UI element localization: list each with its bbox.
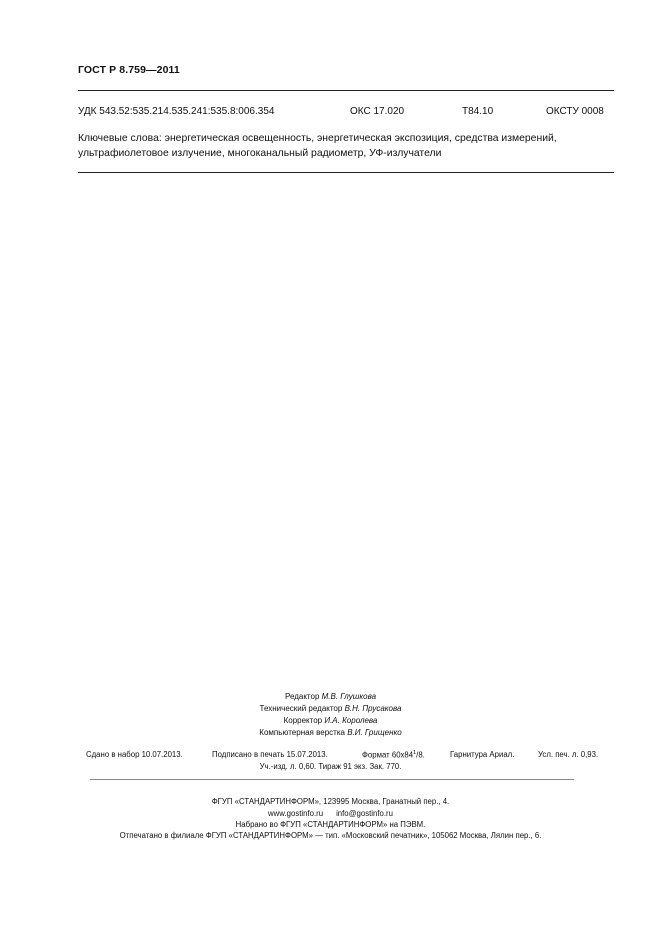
credit-tech-editor: [0, 703, 661, 714]
okstu-code: ОКСТУ 0008: [546, 106, 604, 117]
credit-person: М.В. Глушкова: [321, 692, 377, 701]
submitted-date: Сдано в набор 10.07.2013.: [86, 750, 183, 759]
publisher-email: info@gostinfo.ru: [336, 809, 393, 818]
group-code: Т84.10: [462, 106, 494, 117]
credit-role: Корректор: [283, 716, 323, 725]
printing-note: Отпечатано в филиале ФГУП «СТАНДАРТИНФОРМ» — тип. «Московский печатник», 105062 Москва, Лялин пер., 6.: [119, 831, 542, 840]
credit-role: Компьютерная верстка: [259, 728, 345, 737]
credit-person: В.Н. Прусакова: [344, 704, 402, 713]
header-rule: [78, 90, 614, 91]
paper-format: [362, 750, 425, 760]
credit-role: Технический редактор: [259, 704, 343, 713]
publisher-site: www.gostinfo.ru: [268, 809, 324, 818]
imprint-rule: [90, 779, 574, 780]
keywords-rule: [78, 172, 614, 173]
standard-number: ГОСТ Р 8.759—2011: [78, 64, 180, 76]
credit-layout: [0, 727, 661, 738]
credit-role: Редактор: [284, 692, 320, 701]
typeface: Гарнитура Ариал.: [450, 750, 515, 759]
oks-code: ОКС 17.020: [350, 106, 405, 117]
publisher-contacts: [0, 808, 661, 819]
edition-info: Уч.-изд. л. 0,60. Тираж 91 экз. Зак. 770.: [259, 762, 402, 771]
print-sheets: Усл. печ. л. 0,93.: [538, 750, 599, 759]
format-numerator: 1: [413, 750, 417, 756]
credit-corrector: [0, 715, 661, 726]
udk-code: УДК 543.52:535.214.535.241:535.8:006.354: [78, 106, 275, 117]
credit-person: И.А. Королева: [324, 716, 378, 725]
format-text: Формат 60x84: [362, 750, 414, 760]
publisher-address: ФГУП «СТАНДАРТИНФОРМ», 123995 Москва, Гранатный пер., 4.: [211, 797, 450, 806]
keywords-line-2: ультрафиолетовое излучение, многоканальный радиометр, УФ-излучатели: [78, 148, 442, 159]
credit-editor: [0, 691, 661, 702]
signed-date: Подписано в печать 15.07.2013.: [212, 750, 328, 759]
keywords-line-1: Ключевые слова: энергетическая освещенность, энергетическая экспозиция, средства измерений,: [78, 133, 557, 144]
credit-person: В.И. Грищенко: [347, 728, 402, 737]
typeset-note: Набрано во ФГУП «СТАНДАРТИНФОРМ» на ПЭВМ.: [235, 820, 426, 829]
keywords-block: [78, 131, 616, 161]
format-denominator: /8.: [416, 750, 425, 760]
